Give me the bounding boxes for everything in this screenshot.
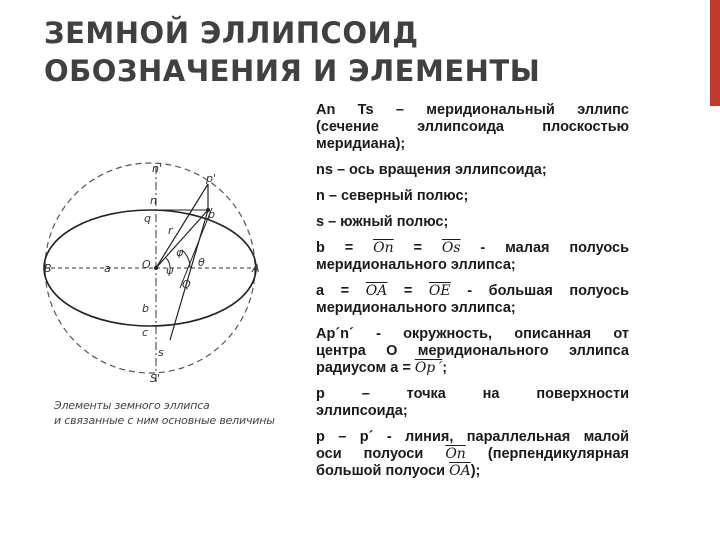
label-n: n <box>150 194 157 207</box>
symbol-on: $\overline{On}$ <box>373 240 394 256</box>
title-line-2: ОБОЗНАЧЕНИЯ И ЭЛЕМЕНТЫ <box>44 54 541 88</box>
title-line-1: ЗЕМНОЙ ЭЛЛИПСОИД <box>44 16 419 50</box>
def-line: эллипсоида; <box>316 403 408 419</box>
definition-meridian-ellipse <box>316 102 629 153</box>
def-line: n – северный полюс; <box>316 188 469 204</box>
label-B: B <box>44 262 52 275</box>
symbol-oa: $\overline{OA}$ <box>449 463 471 479</box>
label-r: r <box>168 224 173 237</box>
def-line: меридиана); <box>316 136 406 152</box>
figure-caption <box>54 398 294 428</box>
label-psi: ψ <box>166 264 174 277</box>
def-text: оси полуоси <box>316 446 424 462</box>
caption-line-2: и связанные с ним основные величины <box>54 414 275 427</box>
def-text: - малая полуось <box>480 240 629 256</box>
def-text: a = <box>316 283 350 299</box>
def-line: (сечение эллипсоида плоскостью <box>316 119 629 135</box>
definition-major-semiaxis <box>316 283 629 317</box>
def-line <box>316 240 629 257</box>
definition-north-pole <box>316 188 629 205</box>
label-b: b <box>142 302 149 315</box>
definitions-list <box>316 102 629 489</box>
center-point <box>154 266 158 270</box>
def-line: s – южный полюс; <box>316 214 449 230</box>
def-line <box>316 463 629 480</box>
def-text: = <box>403 283 413 299</box>
def-text: b = <box>316 240 354 256</box>
label-p-prime: p' <box>206 172 217 185</box>
label-c: c <box>142 326 149 339</box>
label-n-prime: n' <box>152 162 162 175</box>
label-theta: θ <box>198 256 205 269</box>
accent-bar <box>710 0 720 106</box>
label-s-prime: S' <box>150 372 161 385</box>
ellipse-diagram <box>30 160 300 400</box>
definition-minor-semiaxis <box>316 240 629 274</box>
def-line: p – точка на поверхности <box>316 386 629 402</box>
caption-line-1: Элементы земного эллипса <box>54 399 210 412</box>
definition-parallel-line <box>316 429 629 480</box>
def-line: ns – ось вращения эллипсоида; <box>316 162 547 178</box>
definition-south-pole <box>316 214 629 231</box>
def-line <box>316 360 629 377</box>
def-line: центра О меридионального эллипса <box>316 343 629 359</box>
definition-circle <box>316 326 629 377</box>
definition-axis <box>316 162 629 179</box>
def-line: меридионального эллипса; <box>316 300 516 316</box>
def-text: радиусом а = <box>316 360 411 376</box>
def-text: ); <box>470 463 481 479</box>
symbol-on: $\overline{On}$ <box>445 446 466 462</box>
label-p: p <box>208 208 215 221</box>
normal-line <box>170 210 208 340</box>
def-line: p – p´ - линия, параллельная малой <box>316 429 629 445</box>
def-text: большой полуоси <box>316 463 446 479</box>
def-text: - большая полуось <box>467 283 629 299</box>
def-text: (перпендикулярная <box>487 446 630 462</box>
label-phi: φ <box>176 246 184 259</box>
label-O: O <box>142 258 151 271</box>
def-line: меридионального эллипса; <box>316 257 516 273</box>
label-a-left: a <box>104 262 111 275</box>
label-s: s <box>158 346 164 359</box>
symbol-os: $\overline{Os}$ <box>441 240 461 256</box>
label-A: A <box>252 262 260 275</box>
symbol-op-prime: Op´ <box>414 360 443 376</box>
def-line <box>316 446 629 463</box>
def-line: Ap´n´ - окружность, описанная от <box>316 326 629 342</box>
slide-title <box>44 14 684 90</box>
def-text: = <box>413 240 422 256</box>
symbol-oe: $\overline{OE}$ <box>428 283 451 299</box>
def-line: An Ts – меридиональный эллипс <box>316 102 629 118</box>
label-q: q <box>144 212 151 225</box>
symbol-oa: $\overline{OA}$ <box>365 283 388 299</box>
label-Q: Q <box>182 278 191 291</box>
definition-point-p <box>316 386 629 420</box>
def-text: ; <box>442 360 448 376</box>
def-line <box>316 283 629 300</box>
